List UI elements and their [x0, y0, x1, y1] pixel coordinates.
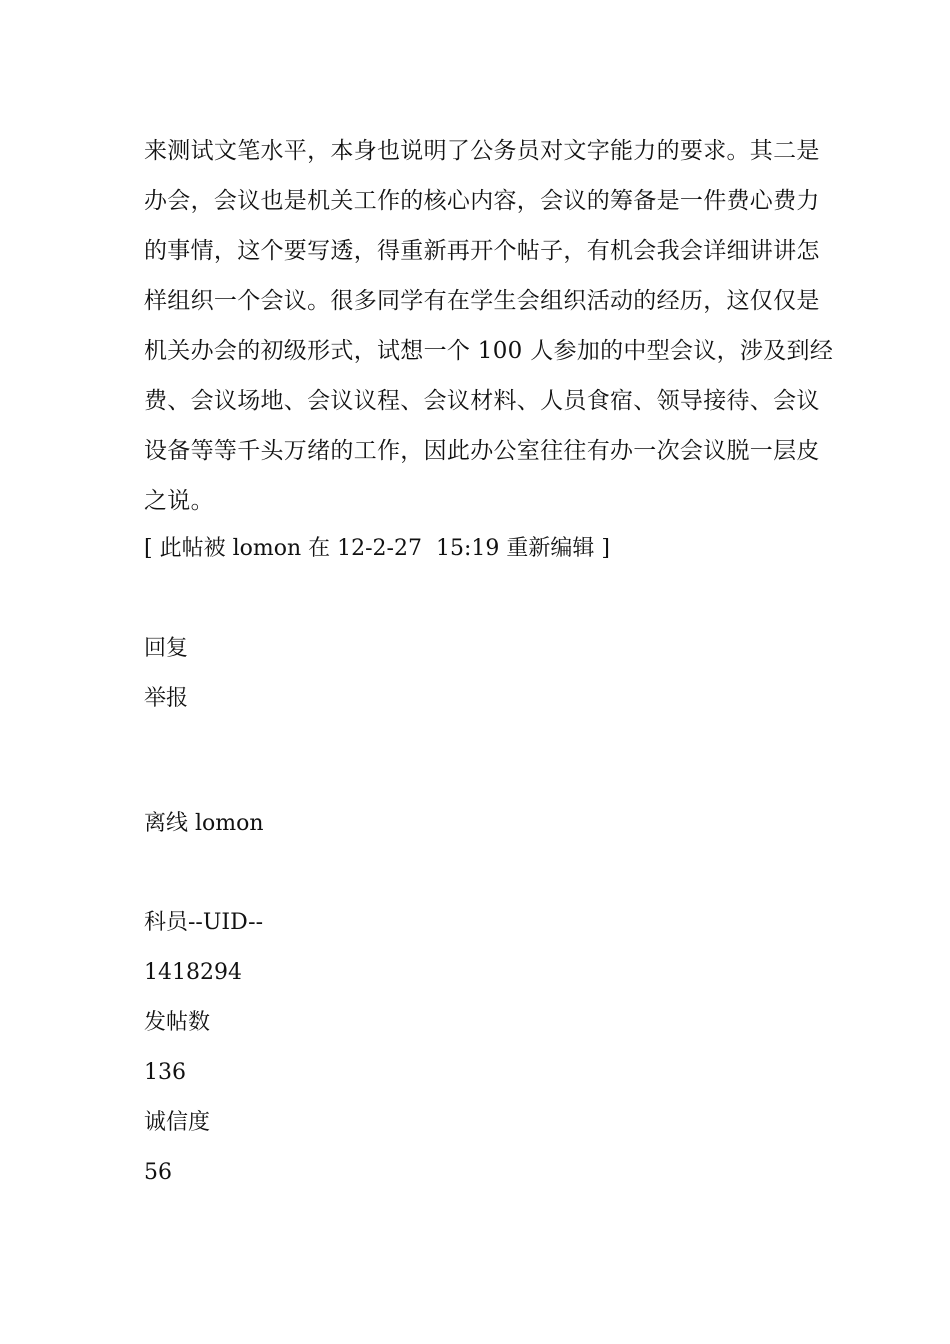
- user-posts-value: 136: [144, 1060, 186, 1085]
- reply-link[interactable]: 回复: [144, 636, 189, 661]
- post-line-8: 之说。: [144, 488, 214, 514]
- post-line-4: 样组织一个会议。很多同学有在学生会组织活动的经历，这仅仅是: [144, 288, 820, 314]
- post-line-3: 的事情，这个要写透，得重新再开个帖子，有机会我会详细讲讲怎: [144, 238, 820, 264]
- post-body: [144, 126, 834, 526]
- edit-note: [ 此帖被 lomon 在 12-2-27 15:19 重新编辑 ]: [144, 536, 610, 561]
- post-line-6: 费、会议场地、会议议程、会议材料、人员食宿、领导接待、会议: [144, 388, 820, 414]
- post-line-1: 来测试文笔水平，本身也说明了公务员对文字能力的要求。其二是: [144, 138, 820, 164]
- user-uid-value: 1418294: [144, 960, 242, 985]
- user-posts-label: 发帖数: [144, 1010, 211, 1035]
- user-status-name[interactable]: 离线 lomon: [144, 811, 264, 836]
- user-credit-value: 56: [144, 1160, 172, 1185]
- post-line-7: 设备等等千头万绪的工作，因此办公室往往有办一次会议脱一层皮: [144, 438, 820, 464]
- post-line-2: 办会，会议也是机关工作的核心内容，会议的筹备是一件费心费力: [144, 188, 820, 214]
- user-rank-uid-label: 科员--UID--: [144, 910, 264, 935]
- report-link[interactable]: 举报: [144, 686, 189, 711]
- post-line-5: 机关办会的初级形式，试想一个 100 人参加的中型会议，涉及到经: [144, 338, 834, 364]
- user-credit-label: 诚信度: [144, 1110, 211, 1135]
